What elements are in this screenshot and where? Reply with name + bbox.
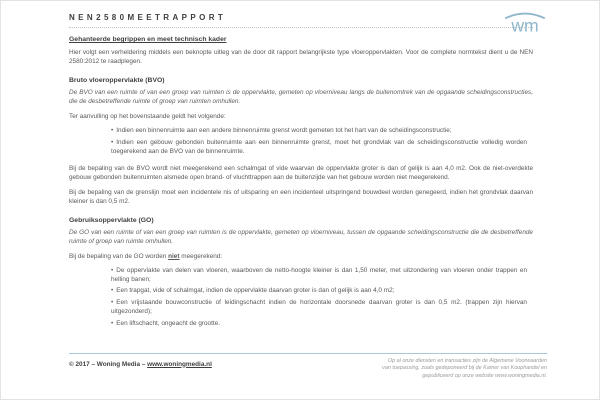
bullet-marker: •	[111, 266, 114, 274]
bvo-lead: Ter aanvulling op het bovenstaande geldt het volgende:	[69, 112, 226, 120]
intro-heading: Gehanteerde begrippen en meet technisch kader	[69, 36, 227, 43]
bvo-bullet-1: Indien een binnenruimte aan een andere binnenruimte grenst wordt gemeten tot het hart van de scheidingsconstructie;	[116, 126, 452, 134]
go-heading: Gebruiksoppervlakte (GO)	[69, 216, 154, 224]
go-lead	[69, 253, 533, 262]
logo-letters: wm	[511, 15, 539, 36]
bvo-definition: De BVO van een ruimte of van een groep van ruimten is de oppervlakte, gemeten op vloerniveau langs de buitenomtrek van de opgaande scheidingsconstructies, die de desbetreffende ruimte of groep van ruimten omhullen.	[69, 88, 533, 105]
bullet-marker: •	[111, 287, 114, 295]
page-title: NEN2580MEETRAPPORT	[69, 13, 227, 22]
bullet-marker: •	[111, 138, 114, 146]
list-item	[111, 267, 527, 285]
go-definition: De GO van een ruimte of van een groep van ruimten is de oppervlakte, gemeten op vloerniveau, tussen de opgaande scheidingsconstructie die de desbetreffende ruimte of groep van ruimte omhullen.	[69, 228, 533, 245]
go-bullet-list	[69, 267, 533, 330]
list-item	[111, 299, 527, 317]
bullet-marker: •	[111, 320, 114, 328]
woningmedia-link[interactable]: www.woningmedia.nl	[147, 360, 212, 368]
title-divider	[69, 27, 533, 28]
go-lead-before: Bij de bepaling van de GO worden	[69, 252, 169, 260]
legal-line: van toepassing, zoals gedeponeerd bij de Kamer van Koophandel en	[382, 365, 547, 372]
bvo-note-2: Bij de bepaling van de grenslijn moet een incidentele nis of uitsparing en een incidenteel uitspringend bouwdeel worden genegeerd, indien het grondvlak daarvan kleiner is dan 0,5 m2.	[69, 188, 533, 205]
legal-line: Op al onze diensten en transacties zijn de Algemene Voorwaarden	[387, 357, 547, 364]
bvo-heading: Bruto vloeroppervlakte (BVO)	[69, 76, 165, 84]
intro-paragraph: Hier volgt een verheldering middels een beknopte uitleg van de door dit rapport belangrijkste type vloeroppervlakten. Voor de complete normtekst dient u de NEN 2580:2012 te raadplegen.	[69, 49, 533, 65]
bullet-marker: •	[111, 126, 114, 134]
go-lead-emphasis: niet	[168, 252, 180, 260]
go-bullet-2: Een trapgat, vide of schalmgat, indien de oppervlakte daarvan groter is dan of gelijk is aan 4,0 m2;	[116, 287, 395, 295]
list-item	[111, 139, 527, 157]
go-bullet-4: Een liftschacht, ongeacht de grootte.	[116, 320, 220, 328]
list-item	[111, 320, 527, 329]
bullet-marker: •	[111, 299, 114, 307]
list-item	[111, 287, 527, 296]
copyright-text: © 2017 – Woning Media –	[69, 360, 148, 368]
bvo-note-1: Bij de bepaling van de BVO wordt niet meegerekend een schalmgat of vide waarvan de oppervlakte groter is dan of gelijk is aan 4,0 m2. Ook de niet-overdekte gebouw gebonden buitenruimten alsmede open brand- of vluchttrappen aan de buitenzijde van het gebouw worden niet meegerekend.	[69, 164, 533, 181]
go-bullet-1: De oppervlakte van delen van vloeren, waarboven de netto-hoogte kleiner is dan 1,50 meter, met uitzondering van vloeren onder trappen en helling banen;	[111, 266, 527, 283]
legal-line: gepubliceerd op onze website www.woningmedia.nl.	[422, 373, 547, 380]
page-footer	[69, 353, 547, 381]
list-item	[111, 127, 527, 136]
go-lead-after: meegerekend:	[179, 252, 223, 260]
copyright-line	[69, 358, 212, 368]
go-bullet-3: Een vrijstaande bouwconstructie of leidingschacht indien de horizontale doorsnede daarvan groter is dan 0,5 m2. (trappen zijn hiervan uitgezonderd);	[111, 299, 527, 316]
legal-notice	[382, 358, 547, 381]
bvo-bullet-2: Indien een gebouw gebonden buitenruimte aan een binnenruimte grenst, moet het grondvlak van de scheidingsconstructie volledig worden toegerekend aan de BVO van de binnenruimte.	[111, 138, 527, 155]
bvo-bullet-list	[69, 127, 533, 157]
